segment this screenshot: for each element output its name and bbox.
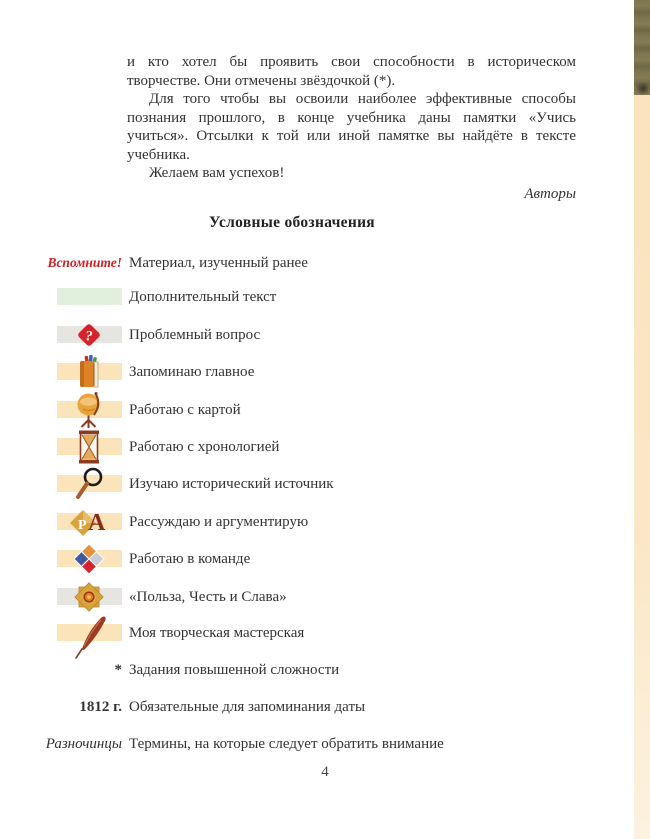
page-block-edge (634, 95, 650, 839)
legend-key (40, 726, 122, 762)
legend-key (40, 652, 122, 688)
book-cover-edge (634, 0, 650, 95)
legend-label: Работаю с картой (129, 401, 241, 418)
legend-key (40, 615, 122, 651)
legend-row (40, 279, 276, 315)
legend-key (40, 245, 122, 281)
magnifier-icon (72, 466, 106, 502)
green-highlight-bar-icon (57, 288, 122, 305)
legend-row (40, 354, 254, 390)
legend-label: Изучаю исторический источник (129, 475, 334, 492)
notebook-with-bookmarks-icon (76, 355, 102, 389)
legend-key (40, 541, 122, 577)
svg-text:А: А (88, 510, 106, 536)
legend-label: Задания повышенной сложности (129, 661, 340, 678)
legend-key (40, 689, 122, 725)
legend-key (40, 466, 122, 502)
legend-label: Дополнительный текст (129, 288, 277, 305)
legend-label: Материал, изученный ранее (129, 254, 308, 271)
legend-key (40, 392, 122, 428)
legend-row (40, 392, 241, 428)
legend-label: Работаю с хронологией (129, 438, 280, 455)
svg-text:?: ? (85, 328, 93, 345)
legend-label: Моя творческая мастерская (129, 624, 305, 641)
legend-label: Запоминаю главное (129, 363, 255, 380)
date-example-marker: 1812 г. (79, 698, 122, 715)
legend-row (40, 615, 304, 651)
legend-label: Обязательные для запоминания даты (129, 698, 366, 715)
legend-row (40, 504, 308, 540)
legend-label: Работаю в команде (129, 550, 251, 567)
legend-row (40, 652, 339, 688)
reasoning-pa-emblem-icon (70, 506, 108, 538)
page-number: 4 (321, 764, 329, 780)
legend-key (40, 429, 122, 465)
asterisk-marker: * (114, 661, 122, 678)
team-color-diamond-icon (73, 543, 105, 575)
hourglass-icon (78, 430, 100, 464)
intro-paragraph-1: и кто хотел бы проявить свои способности в историческом творчестве. Они отмечены звёздочкой (*). (127, 54, 576, 89)
legend-row (40, 541, 250, 577)
legend-label: Рассуждаю и аргументирую (129, 513, 309, 530)
vspomnite-marker: Вспомните! (47, 255, 122, 270)
intro-text (127, 53, 576, 183)
legend-key (40, 279, 122, 315)
globe-icon (75, 391, 103, 429)
intro-paragraph-2: Для того чтобы вы освоили наиболее эффективные способы познания прошлого, в конце учебника даны памятки «Учись учиться». Отсылки к той или иной памятке вы найдёте в тексте учебника. (127, 91, 576, 163)
question-diamond-icon (76, 322, 102, 348)
legend-row (40, 726, 444, 762)
legend-row (40, 245, 308, 281)
legend-row (40, 317, 260, 353)
legend-row (40, 429, 279, 465)
authors-signature: Авторы (524, 186, 576, 202)
legend-label: Термины, на которые следует обратить внимание (129, 735, 444, 752)
order-star-medal-icon (73, 581, 105, 613)
legend-label: «Польза, Честь и Слава» (129, 588, 287, 605)
term-example-marker: Разночинцы (45, 735, 122, 752)
legend-label: Проблемный вопрос (129, 326, 261, 343)
section-heading: Условные обозначения (208, 214, 375, 231)
legend-row (40, 689, 365, 725)
svg-text:Р: Р (78, 518, 87, 533)
edge-smudge (636, 82, 650, 95)
legend-key (40, 354, 122, 390)
intro-paragraph-3: Желаем вам успехов! (149, 165, 285, 181)
legend-row (40, 466, 334, 502)
book-page-edge (634, 0, 650, 839)
legend-key (40, 504, 122, 540)
legend-key (40, 317, 122, 353)
legend-key (40, 579, 122, 615)
legend-row (40, 579, 287, 615)
